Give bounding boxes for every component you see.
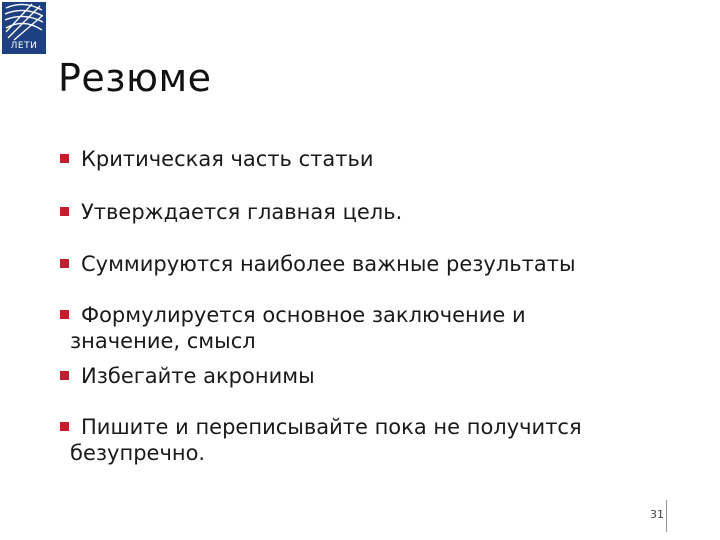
bullet-item-results (60, 249, 660, 280)
bullet-text: Избегайте акронимы (81, 364, 315, 388)
bullet-text-continuation: безупречно. (70, 441, 206, 465)
bullet-marker-icon (60, 154, 69, 163)
logo-text: ЛЕТИ (10, 41, 38, 51)
page-number: 31 (650, 508, 664, 521)
page-number-divider (666, 500, 667, 532)
bullet-item-main-goal (60, 197, 660, 228)
university-logo (2, 2, 46, 54)
bullet-text: Пишите и переписывайте пока не получится (81, 415, 582, 439)
bullet-marker-icon (60, 310, 69, 319)
bullet-marker-icon (60, 207, 69, 216)
slide-title: Резюме (58, 56, 212, 100)
bullet-item-acronyms (60, 361, 660, 392)
bullet-text: Формулируется основное заключение и (81, 303, 526, 327)
bullet-text: Критическая часть статьи (81, 147, 374, 171)
bullet-item-rewrite (60, 412, 660, 469)
bullet-item-conclusion (60, 300, 660, 357)
bullet-text: Утверждается главная цель. (81, 200, 403, 224)
bullet-text-continuation: значение, смысл (70, 329, 256, 353)
bullet-marker-icon (60, 371, 69, 380)
bullet-text: Суммируются наиболее важные результаты (81, 252, 576, 276)
bullet-item-critical-part (60, 144, 660, 175)
bullet-marker-icon (60, 259, 69, 268)
logo-emblem-icon (2, 2, 46, 42)
bullet-marker-icon (60, 422, 69, 431)
